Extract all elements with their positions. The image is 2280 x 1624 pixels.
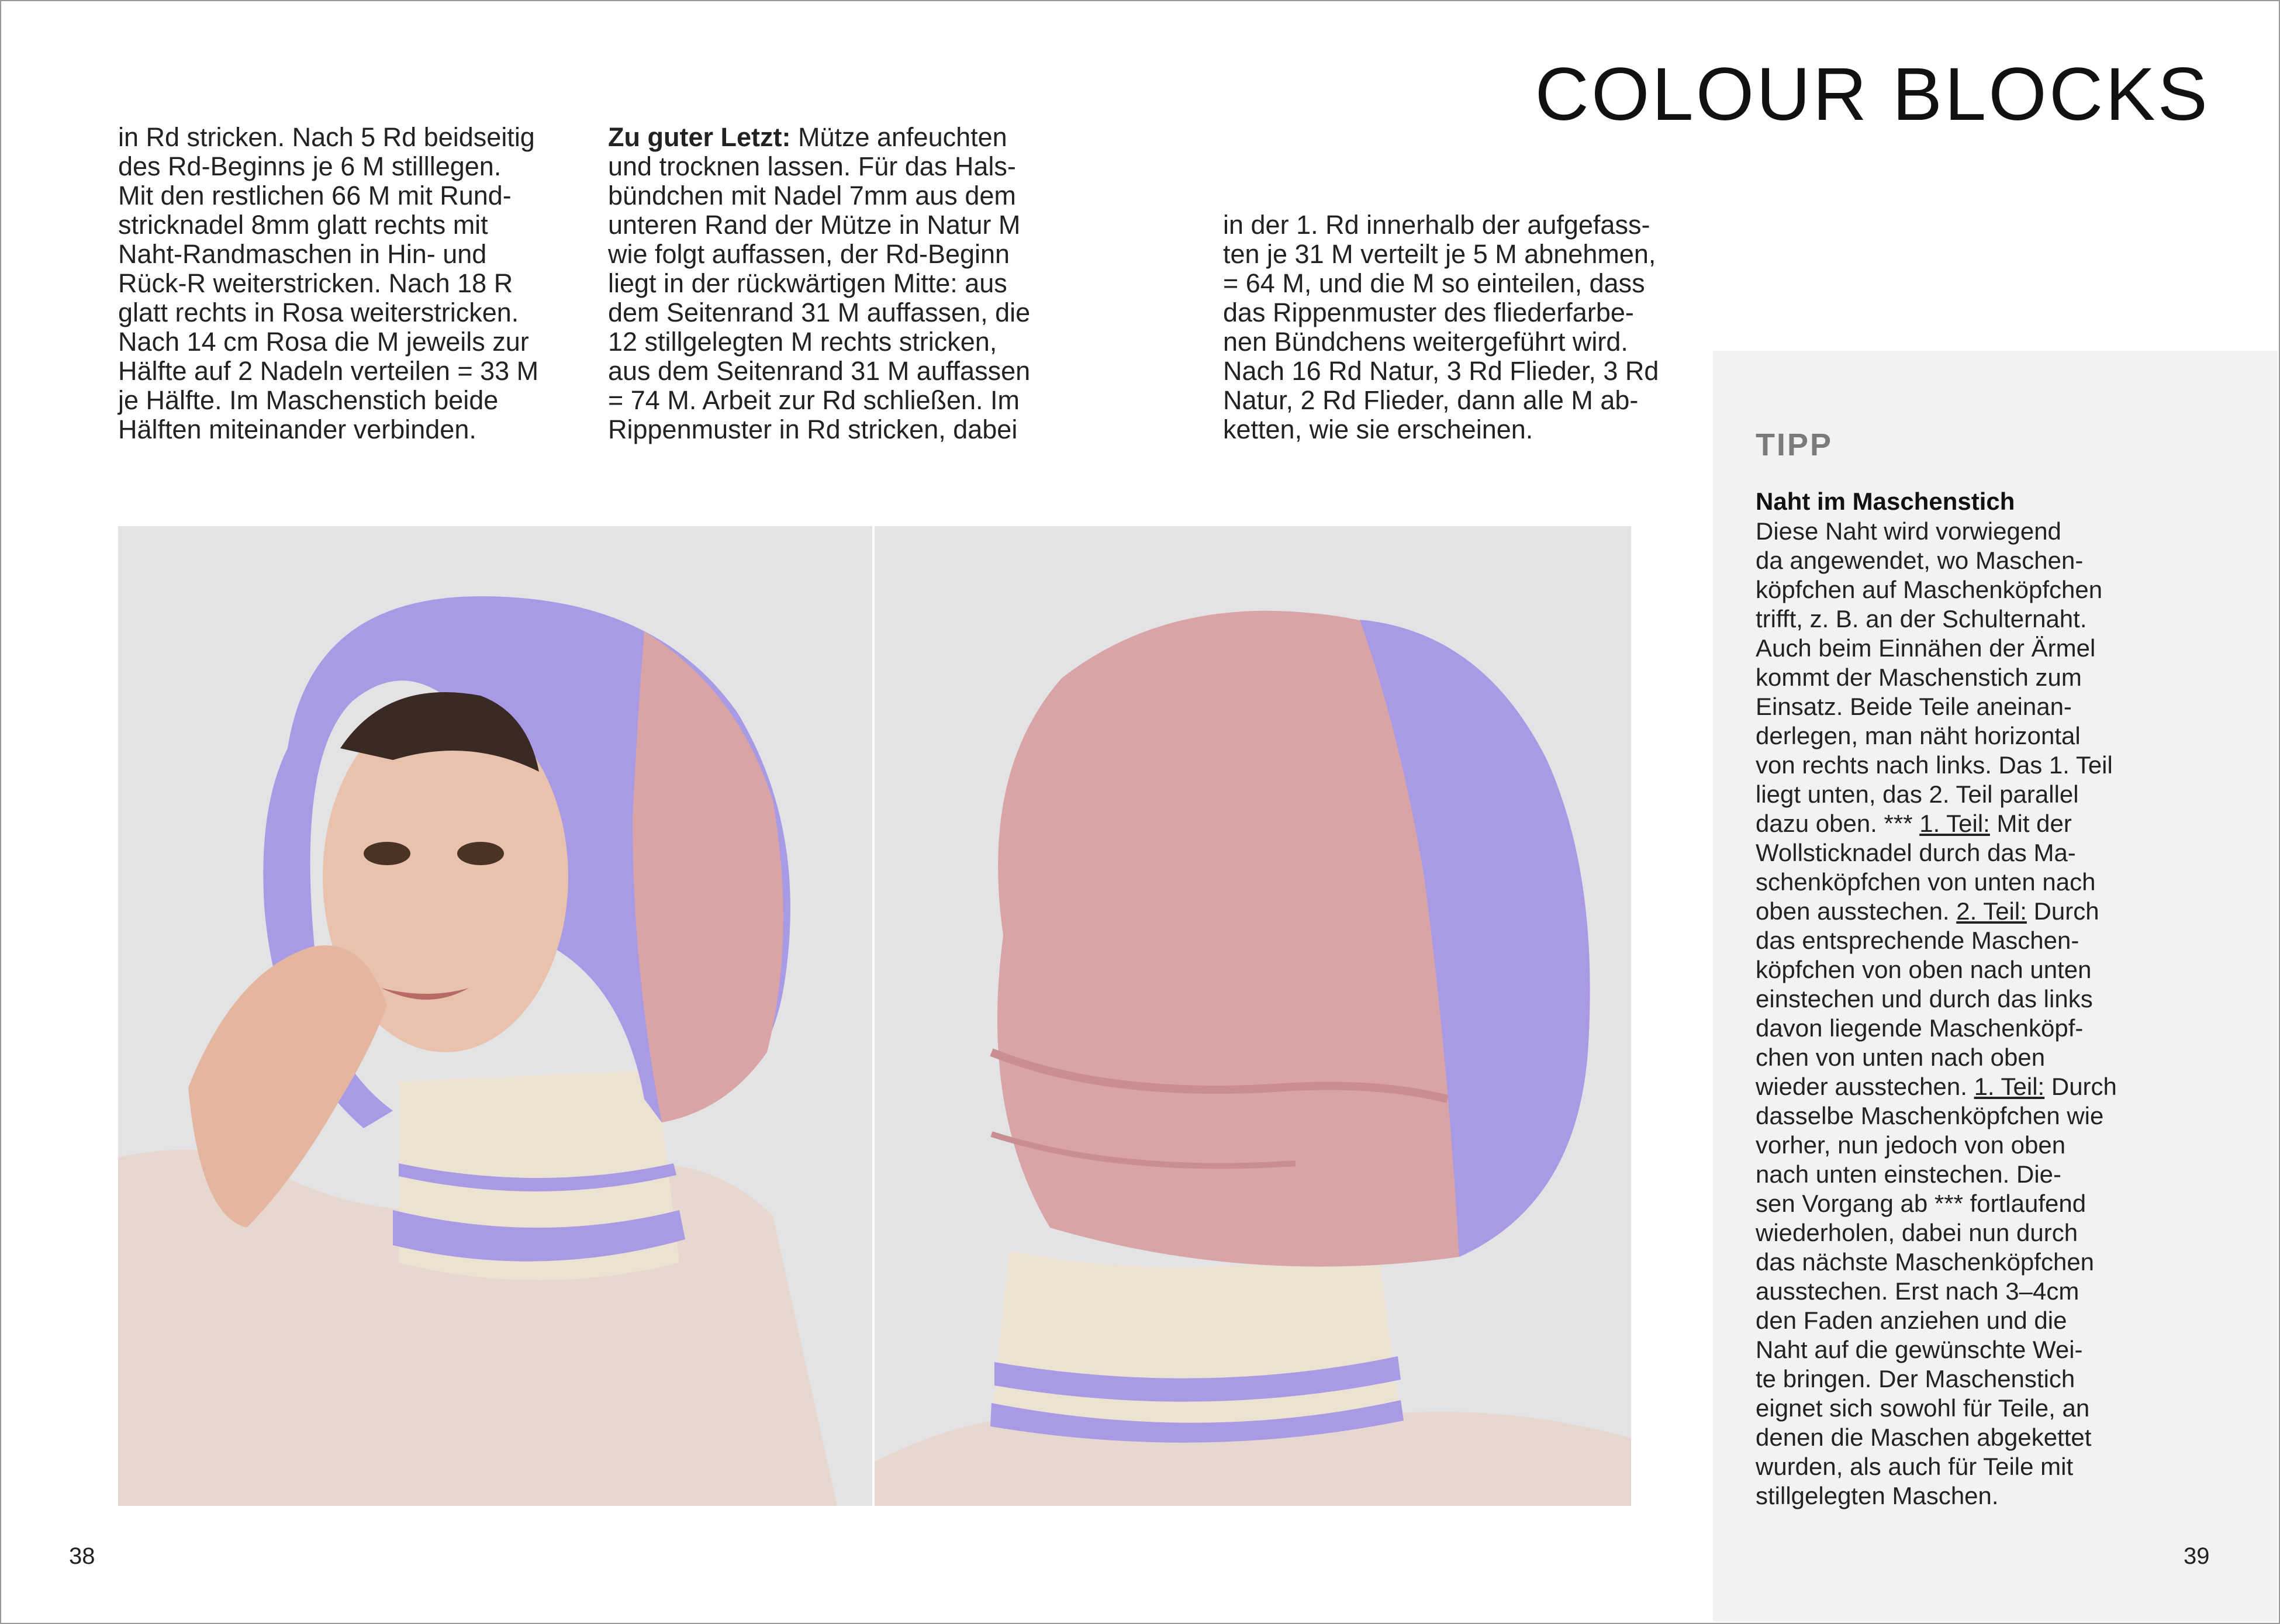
tip-text-part-3: Durch das entsprechende Maschen- köpfchen von oben nach unten einstechen und durch das links davon liegende Maschenköpf- chen von unten nach oben wieder ausstechen. [1756, 897, 2099, 1100]
tip-ref-part-1: 1. Teil: [1919, 810, 1990, 837]
tip-text-part-4: Durch dasselbe Maschenköpfchen wie vorher, nun jedoch von oben nach unten einstechen. Die- sen Vorgang ab *** fortlaufend wiederholen, dabei nun durch das nächste Maschenköpfchen ausstechen. Erst nach 3–4cm den Faden anziehen und die Naht auf die gewünschte Wei- te bringen. Der Maschenstich eignet sich sowohl für Teile, an denen die Maschen abgekettet wurden, als auch für Teile mit stillgelegten Maschen. [1756, 1073, 2117, 1509]
column-2-paragraph [608, 123, 1070, 444]
column-2-lead: Zu guter Letzt: [608, 122, 791, 152]
column-2-text: Mütze anfeuchten und trocknen lassen. Für das Hals- bündchen mit Nadel 7mm aus dem unteren Rand der Mütze in Natur M wie folgt auffassen, der Rd-Beginn liegt in der rückwärtigen Mitte: aus dem Seitenrand 31 M auffassen, die 12 stillgelegten M rechts stricken, aus dem Seitenrand 31 M auffassen = 74 M. Arbeit zur Rd schließen. Im Rippenmuster in Rd stricken, dabei [608, 122, 1031, 444]
text-column-3 [1223, 210, 1679, 444]
photo-model-front [118, 526, 872, 1506]
tip-heading: TIPP [1756, 427, 1833, 462]
text-column-2 [608, 123, 1070, 444]
page-number-left: 38 [69, 1543, 95, 1569]
tip-ref-part-3: 1. Teil: [1974, 1073, 2045, 1100]
page-number-right: 39 [2184, 1543, 2210, 1569]
tip-text [1756, 517, 2235, 1511]
tip-text-part-2: Mit der Wollsticknadel durch das Ma- schenköpfchen von unten nach oben ausstechen. [1756, 810, 2096, 925]
tip-ref-part-2: 2. Teil: [1956, 897, 2027, 925]
text-column-1 [118, 123, 574, 444]
column-1-text: in Rd stricken. Nach 5 Rd beidseitig des Rd-Beginns je 6 M stilllegen. Mit den restlichen 66 M mit Rund- stricknadel 8mm glatt rechts mit Naht-Randmaschen in Hin- und Rück-R weiterstricken. Nach 18 R glatt rechts in Rosa weiterstricken. Nach 14 cm Rosa die M jeweils zur Hälfte auf 2 Nadeln verteilen = 33 M je Hälfte. Im Maschenstich beide Hälften miteinander verbinden. [118, 122, 539, 444]
page-title: COLOUR BLOCKS [1535, 53, 2210, 136]
photo-hood-back [875, 526, 1631, 1506]
tip-text-part-1: Diese Naht wird vorwiegend da angewendet, wo Maschen- köpfchen auf Maschenköpfchen trifft, z. B. an der Schulternaht. Auch beim Einnähen der Ärmel kommt der Maschenstich zum Einsatz. Beide Teile aneinan- derlegen, man näht horizontal von rechts nach links. Das 1. Teil liegt unten, das 2. Teil parallel dazu oben. *** [1756, 517, 2113, 837]
column-3-text: in der 1. Rd innerhalb der aufgefass- ten je 31 M verteilt je 5 M abnehmen, = 64 M, und die M so einteilen, dass das Rippenmuster des fliederfarbe- nen Bündchens weitergeführt wird. Nach 16 Rd Natur, 3 Rd Flieder, 3 Rd Natur, 2 Rd Flieder, dann alle M ab- ketten, wie sie erscheinen. [1223, 210, 1659, 444]
tip-subheading: Naht im Maschenstich [1756, 488, 2015, 515]
